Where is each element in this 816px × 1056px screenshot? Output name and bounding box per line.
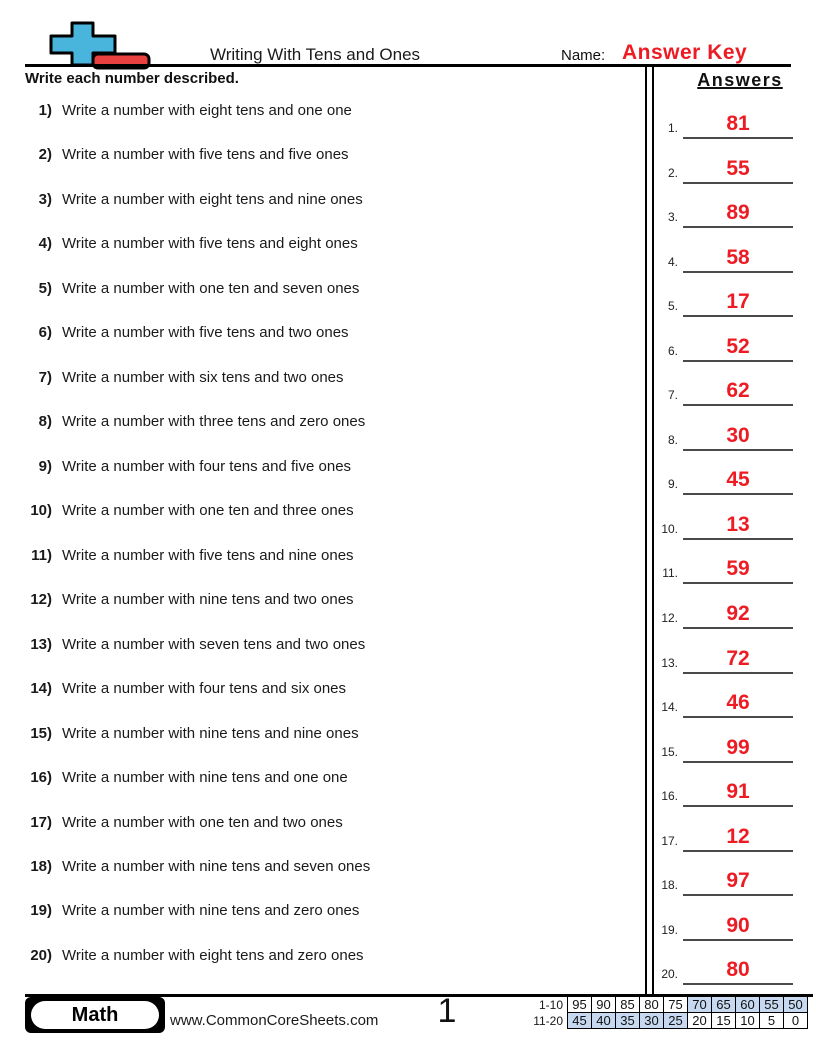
grading-cell: 90 bbox=[592, 997, 616, 1013]
answer-row bbox=[648, 144, 816, 189]
question-number: 12) bbox=[30, 591, 52, 609]
answer-value: 58 bbox=[726, 245, 750, 269]
answer-number: 3. bbox=[667, 210, 678, 225]
question-number: 14) bbox=[30, 680, 52, 698]
answer-blank-line bbox=[683, 182, 793, 184]
question-text: Write a number with eight tens and nine ones bbox=[62, 190, 363, 208]
question-text: Write a number with one ten and three ones bbox=[62, 502, 354, 520]
answer-number: 5. bbox=[667, 299, 678, 314]
grading-cell: 50 bbox=[784, 997, 808, 1013]
answer-blank-line bbox=[683, 449, 793, 451]
question-row bbox=[16, 272, 626, 316]
question-number: 10) bbox=[30, 502, 52, 520]
name-label: Name: bbox=[561, 47, 606, 64]
grading-cell: 85 bbox=[616, 997, 640, 1013]
answer-blank-line bbox=[683, 226, 793, 228]
question-text: Write a number with five tens and nine ones bbox=[62, 546, 354, 564]
question-row bbox=[16, 405, 626, 449]
answer-row bbox=[648, 99, 816, 144]
grading-cell: 55 bbox=[760, 997, 784, 1013]
question-number: 11) bbox=[31, 546, 52, 564]
question-row bbox=[16, 138, 626, 182]
grading-cell: 15 bbox=[712, 1013, 736, 1029]
answers-heading: Answers bbox=[697, 70, 783, 90]
answer-blank-line bbox=[683, 761, 793, 763]
answer-value: 80 bbox=[726, 958, 750, 982]
answer-number: 17. bbox=[661, 833, 678, 848]
question-row bbox=[16, 539, 626, 583]
question-number: 19) bbox=[30, 902, 52, 920]
question-row bbox=[16, 316, 626, 360]
grading-cell: 60 bbox=[736, 997, 760, 1013]
question-number: 13) bbox=[30, 635, 52, 653]
answer-number: 15. bbox=[661, 744, 678, 759]
answer-value: 46 bbox=[726, 691, 750, 715]
header-rule bbox=[25, 64, 791, 67]
answer-value: 91 bbox=[726, 780, 750, 804]
answer-blank-line bbox=[683, 315, 793, 317]
grading-cell: 25 bbox=[664, 1013, 688, 1029]
question-number: 6) bbox=[38, 324, 52, 342]
grading-cell: 40 bbox=[592, 1013, 616, 1029]
question-row bbox=[16, 494, 626, 538]
answer-row bbox=[648, 188, 816, 233]
question-text: Write a number with one ten and seven ones bbox=[62, 279, 360, 297]
question-number: 7) bbox=[38, 368, 52, 386]
answer-row bbox=[648, 233, 816, 278]
question-row bbox=[16, 761, 626, 805]
question-row bbox=[16, 939, 626, 983]
question-text: Write a number with eight tens and one one bbox=[62, 102, 352, 119]
answer-row bbox=[648, 500, 816, 545]
answer-value: 13 bbox=[726, 512, 750, 536]
question-number: 8) bbox=[38, 413, 52, 431]
answer-row bbox=[648, 277, 816, 322]
answer-number: 18. bbox=[661, 878, 678, 893]
grading-row bbox=[527, 1013, 808, 1029]
answer-blank-line bbox=[683, 983, 793, 985]
subject-label: Math bbox=[31, 1001, 159, 1029]
grading-row-label: 11-20 bbox=[533, 1013, 563, 1028]
grading-row bbox=[527, 997, 808, 1013]
question-text: Write a number with four tens and five ones bbox=[62, 457, 352, 475]
grading-cell: 45 bbox=[568, 1013, 592, 1029]
grading-cell: 10 bbox=[736, 1013, 760, 1029]
answer-key-label: Answer Key bbox=[622, 41, 748, 64]
question-number: 16) bbox=[30, 769, 52, 787]
question-text: Write a number with three tens and zero ones bbox=[62, 413, 366, 431]
answer-blank-line bbox=[683, 582, 793, 584]
answer-number: 16. bbox=[661, 789, 678, 804]
answer-value: 59 bbox=[726, 557, 750, 581]
answer-number: 9. bbox=[667, 477, 678, 492]
answer-blank-line bbox=[683, 538, 793, 540]
instruction-text: Write each number described. bbox=[25, 70, 239, 87]
question-number: 9) bbox=[38, 457, 52, 475]
answer-number: 4. bbox=[667, 254, 678, 269]
answer-blank-line bbox=[683, 627, 793, 629]
grading-row-label: 1-10 bbox=[538, 997, 563, 1012]
question-row bbox=[16, 583, 626, 627]
answer-blank-line bbox=[683, 271, 793, 273]
subject-badge bbox=[25, 997, 165, 1033]
question-text: Write a number with five tens and two ones bbox=[62, 324, 349, 342]
answer-number: 13. bbox=[661, 655, 678, 670]
answer-value: 30 bbox=[726, 423, 750, 447]
grading-cell: 80 bbox=[640, 997, 664, 1013]
question-text: Write a number with nine tens and seven ones bbox=[62, 857, 371, 875]
question-row bbox=[16, 850, 626, 894]
grading-cell: 0 bbox=[784, 1013, 808, 1029]
answer-row bbox=[648, 634, 816, 679]
grading-cell: 5 bbox=[760, 1013, 784, 1029]
grading-cell: 30 bbox=[640, 1013, 664, 1029]
question-text: Write a number with nine tens and one one bbox=[62, 769, 348, 787]
answer-blank-line bbox=[683, 360, 793, 362]
answer-value: 97 bbox=[726, 869, 750, 893]
answer-number: 1. bbox=[667, 121, 678, 135]
question-text: Write a number with six tens and two ones bbox=[62, 368, 344, 386]
answer-blank-line bbox=[683, 894, 793, 896]
answer-blank-line bbox=[683, 850, 793, 852]
question-number: 18) bbox=[30, 857, 52, 875]
answer-number: 8. bbox=[667, 432, 678, 447]
answer-value: 81 bbox=[726, 112, 750, 135]
answer-value: 90 bbox=[726, 913, 750, 937]
answer-blank-line bbox=[683, 137, 793, 139]
worksheet-title: Writing With Tens and Ones bbox=[209, 45, 421, 64]
answer-blank-line bbox=[683, 404, 793, 406]
question-number: 5) bbox=[38, 279, 52, 297]
question-text: Write a number with five tens and eight ones bbox=[62, 235, 358, 253]
answer-number: 19. bbox=[661, 922, 678, 937]
answer-blank-line bbox=[683, 805, 793, 807]
answer-value: 55 bbox=[726, 156, 750, 180]
question-text: Write a number with nine tens and two ones bbox=[62, 591, 354, 609]
answer-blank-line bbox=[683, 672, 793, 674]
answer-number: 6. bbox=[667, 343, 678, 358]
website-url: www.CommonCoreSheets.com bbox=[170, 1012, 379, 1029]
grading-table bbox=[527, 996, 808, 1029]
question-text: Write a number with five tens and five ones bbox=[62, 146, 349, 164]
question-row bbox=[16, 183, 626, 227]
answer-row bbox=[648, 322, 816, 367]
question-row bbox=[16, 806, 626, 850]
answers-list bbox=[648, 99, 816, 990]
answer-value: 92 bbox=[726, 602, 750, 626]
answer-row bbox=[648, 723, 816, 768]
question-row bbox=[16, 227, 626, 271]
answer-value: 52 bbox=[726, 334, 750, 358]
answer-number: 7. bbox=[667, 388, 678, 403]
answer-number: 14. bbox=[661, 700, 678, 715]
question-text: Write a number with one ten and two ones bbox=[62, 813, 343, 831]
answer-row bbox=[648, 856, 816, 901]
answer-value: 99 bbox=[726, 735, 750, 759]
answer-row bbox=[648, 945, 816, 990]
question-number: 2) bbox=[38, 146, 52, 164]
question-text: Write a number with nine tens and zero ones bbox=[62, 902, 360, 920]
question-number: 20) bbox=[30, 946, 52, 964]
answer-value: 17 bbox=[726, 290, 750, 314]
question-row bbox=[16, 628, 626, 672]
answer-row bbox=[648, 812, 816, 857]
grading-cell: 95 bbox=[568, 997, 592, 1013]
answer-number: 12. bbox=[661, 611, 678, 626]
answer-value: 72 bbox=[726, 646, 750, 670]
answer-row bbox=[648, 767, 816, 812]
answer-row bbox=[648, 678, 816, 723]
grading-cell: 20 bbox=[688, 1013, 712, 1029]
grading-cell: 75 bbox=[664, 997, 688, 1013]
question-row bbox=[16, 450, 626, 494]
page-number: 1 bbox=[437, 992, 457, 1030]
question-row bbox=[16, 894, 626, 938]
answer-value: 62 bbox=[726, 379, 750, 403]
question-number: 3) bbox=[38, 190, 52, 208]
question-text: Write a number with nine tens and nine ones bbox=[62, 724, 359, 742]
answer-row bbox=[648, 411, 816, 456]
question-number: 17) bbox=[30, 813, 52, 831]
answer-row bbox=[648, 366, 816, 411]
answer-row bbox=[648, 455, 816, 500]
question-row bbox=[16, 717, 626, 761]
question-number: 4) bbox=[38, 235, 52, 253]
question-text: Write a number with four tens and six ones bbox=[62, 680, 347, 698]
answer-number: 20. bbox=[661, 967, 678, 982]
answer-value: 12 bbox=[726, 824, 750, 848]
answer-blank-line bbox=[683, 716, 793, 718]
answer-value: 45 bbox=[726, 468, 750, 492]
answer-value: 89 bbox=[726, 201, 750, 225]
question-number: 15) bbox=[30, 724, 52, 742]
question-number: 1) bbox=[38, 102, 52, 119]
answer-row bbox=[648, 901, 816, 946]
answer-blank-line bbox=[683, 939, 793, 941]
answer-row bbox=[648, 544, 816, 589]
questions-list bbox=[16, 94, 626, 983]
answer-row bbox=[648, 589, 816, 634]
question-text: Write a number with eight tens and zero ones bbox=[62, 946, 364, 964]
question-row bbox=[16, 94, 626, 138]
question-row bbox=[16, 361, 626, 405]
grading-cell: 35 bbox=[616, 1013, 640, 1029]
answer-blank-line bbox=[683, 493, 793, 495]
grading-cell: 70 bbox=[688, 997, 712, 1013]
question-text: Write a number with seven tens and two ones bbox=[62, 635, 366, 653]
answer-number: 11. bbox=[662, 566, 678, 581]
question-row bbox=[16, 672, 626, 716]
answer-number: 2. bbox=[667, 165, 678, 180]
answer-number: 10. bbox=[661, 521, 678, 536]
grading-cell: 65 bbox=[712, 997, 736, 1013]
